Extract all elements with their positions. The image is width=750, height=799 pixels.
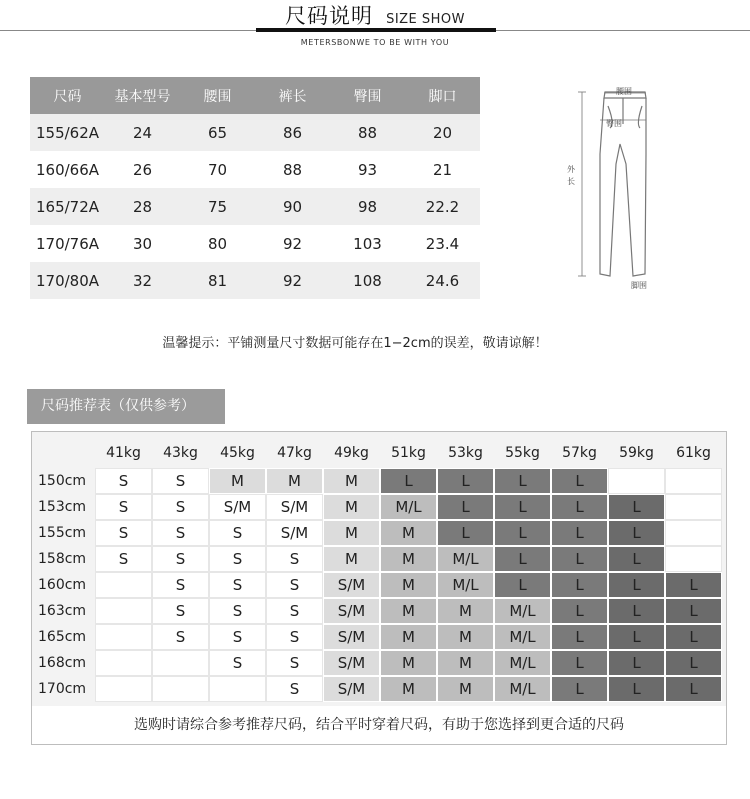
col-waist: 腰围 [180, 77, 255, 114]
size-cell: 170/80A [30, 262, 105, 299]
col-hip: 臀围 [330, 77, 405, 114]
height-label: 155cm [33, 520, 95, 546]
size-recommend-cell: S [209, 520, 266, 546]
weight-header-row [33, 437, 722, 468]
size-recommend-cell: S [152, 572, 209, 598]
size-cell: 92 [255, 262, 330, 299]
size-recommend-cell [95, 624, 152, 650]
size-recommend-cell: M/L [494, 598, 551, 624]
size-recommend-cell: S [266, 572, 323, 598]
size-cell: 108 [330, 262, 405, 299]
size-recommend-cell: L [665, 676, 722, 702]
size-cell: 170/76A [36, 234, 100, 253]
size-recommend-cell: S/M [266, 494, 323, 520]
size-recommend-cell [665, 494, 722, 520]
size-recommend-cell: S/M [323, 624, 380, 650]
size-recommend-cell: L [551, 624, 608, 650]
size-recommend-cell: M [437, 676, 494, 702]
size-recommend-cell: S/M [209, 494, 266, 520]
size-recommend-cell: M [323, 494, 380, 520]
size-recommend-cell: M [323, 546, 380, 572]
size-recommend-cell: M/L [494, 676, 551, 702]
size-recommend-cell: S/M [323, 650, 380, 676]
size-cell: 23.4 [425, 234, 460, 253]
height-label: 150cm [33, 468, 95, 494]
title-cn: 尺码说明 [284, 4, 373, 28]
weight-header: 45kg [220, 444, 255, 461]
size-recommend-cell: S [209, 546, 266, 572]
size-recommend-cell: S [95, 520, 152, 546]
size-cell: 28 [105, 188, 180, 225]
height-label: 160cm [33, 572, 95, 598]
size-cell: 98 [330, 188, 405, 225]
size-recommend-cell: S [152, 546, 209, 572]
size-cell: 30 [132, 234, 153, 253]
size-recommend-cell: M [380, 624, 437, 650]
size-recommend-cell [95, 572, 152, 598]
size-recommend-cell: L [494, 468, 551, 494]
page-header [0, 0, 750, 30]
size-recommend-cell: L [608, 676, 665, 702]
waist-label: 腰围 [616, 87, 632, 96]
weight-header: 47kg [277, 444, 312, 461]
size-recommend-cell: S [266, 624, 323, 650]
height-label: 165cm [33, 624, 95, 650]
size-recommend-cell: S/M [323, 676, 380, 702]
size-row [30, 114, 480, 151]
recommend-table [33, 437, 722, 702]
size-recommend-cell: L [665, 624, 722, 650]
size-row [30, 262, 480, 299]
size-recommend-cell: S/M [323, 598, 380, 624]
size-recommend-cell: L [437, 520, 494, 546]
recommend-row [33, 624, 722, 650]
corner-cell [33, 437, 95, 468]
size-recommend-cell: L [608, 520, 665, 546]
size-recommend-cell: L [608, 624, 665, 650]
size-recommend-cell: L [608, 572, 665, 598]
size-cell: 86 [255, 114, 330, 151]
size-recommend-cell [152, 650, 209, 676]
size-row [30, 188, 480, 225]
size-recommend-cell: L [551, 650, 608, 676]
weight-header: 49kg [334, 444, 369, 461]
size-recommend-cell: S [266, 650, 323, 676]
size-recommend-cell: S [209, 598, 266, 624]
size-recommend-cell: M [437, 598, 494, 624]
size-recommend-cell: L [437, 468, 494, 494]
size-cell: 155/62A [30, 114, 105, 151]
weight-header: 57kg [562, 444, 597, 461]
size-recommend-cell: S [95, 468, 152, 494]
size-cell: 88 [282, 160, 303, 179]
size-recommend-cell: L [494, 546, 551, 572]
size-recommend-cell: S [152, 520, 209, 546]
size-recommend-cell: L [665, 598, 722, 624]
weight-header: 51kg [391, 444, 426, 461]
size-recommend-cell: L [437, 494, 494, 520]
size-recommend-cell: M [437, 650, 494, 676]
size-recommend-cell: L [608, 598, 665, 624]
size-recommend-cell: M [380, 520, 437, 546]
size-recommend-cell: L [608, 546, 665, 572]
size-recommend-cell: M [323, 468, 380, 494]
size-recommend-cell: S [95, 546, 152, 572]
size-cell: 160/66A [36, 160, 100, 179]
size-row [30, 151, 480, 188]
size-recommend-cell: M/L [494, 624, 551, 650]
size-recommend-cell: S [152, 494, 209, 520]
size-recommend-cell: L [551, 546, 608, 572]
recommend-row [33, 494, 722, 520]
size-recommend-cell: S/M [323, 572, 380, 598]
weight-header: 55kg [505, 444, 540, 461]
col-model: 基本型号 [105, 77, 180, 114]
recommend-row [33, 598, 722, 624]
size-recommend-cell: L [551, 520, 608, 546]
size-recommend-cell: L [551, 572, 608, 598]
measurement-tip: 温馨提示：平铺测量尺寸数据可能存在1−2cm的误差，敬请谅解！ [162, 336, 548, 351]
size-recommend-cell: M/L [437, 572, 494, 598]
size-recommend-cell: S [152, 468, 209, 494]
size-recommend-cell: L [494, 494, 551, 520]
recommend-label: 尺码推荐表（仅供参考） [27, 389, 225, 424]
size-recommend-cell [95, 598, 152, 624]
size-recommend-cell: L [494, 520, 551, 546]
size-cell: 70 [207, 160, 228, 179]
size-recommend-cell: M [380, 650, 437, 676]
recommend-row [33, 520, 722, 546]
size-recommend-cell: L [608, 494, 665, 520]
size-cell: 32 [105, 262, 180, 299]
size-recommend-cell: S [266, 676, 323, 702]
size-recommend-cell: M [266, 468, 323, 494]
size-recommend-cell: L [380, 468, 437, 494]
weight-header: 43kg [163, 444, 198, 461]
size-recommend-cell [608, 468, 665, 494]
weight-header: 41kg [106, 444, 141, 461]
recommend-footer: 选购时请综合参考推荐尺码，结合平时穿着尺码，有助于您选择到更合适的尺码 [32, 706, 726, 744]
size-recommend-cell: L [551, 468, 608, 494]
size-cell: 165/72A [30, 188, 105, 225]
size-recommend-cell: S [209, 650, 266, 676]
size-recommend-cell [665, 468, 722, 494]
title-en: SIZE SHOW [386, 12, 466, 27]
size-recommend-cell [665, 520, 722, 546]
brand-tagline: METERSBONWE TO BE WITH YOU [300, 38, 450, 47]
size-recommend-cell: M [380, 598, 437, 624]
size-recommend-cell: M [380, 572, 437, 598]
size-recommend-cell: L [551, 494, 608, 520]
size-recommend-cell: M [380, 546, 437, 572]
size-cell: 24.6 [405, 262, 480, 299]
size-recommend-cell: S [266, 598, 323, 624]
size-recommend-cell [95, 676, 152, 702]
size-cell: 80 [207, 234, 228, 253]
hip-label: 臀围 [606, 119, 622, 128]
size-recommend-cell: S [209, 624, 266, 650]
size-cell: 81 [180, 262, 255, 299]
size-cell: 103 [353, 234, 382, 253]
recommend-row [33, 546, 722, 572]
weight-header: 53kg [448, 444, 483, 461]
size-recommend-cell: S [209, 572, 266, 598]
size-recommend-cell [665, 546, 722, 572]
size-row [30, 225, 480, 262]
size-cell: 22.2 [405, 188, 480, 225]
recommend-row [33, 676, 722, 702]
size-recommend-cell: M [323, 520, 380, 546]
size-recommend-cell [209, 676, 266, 702]
size-cell: 21 [432, 160, 453, 179]
size-cell: 88 [330, 114, 405, 151]
size-recommend-cell: L [665, 572, 722, 598]
header-underline [256, 28, 496, 32]
size-recommend-cell: S [266, 546, 323, 572]
size-recommend-cell: S/M [266, 520, 323, 546]
size-cell: 65 [180, 114, 255, 151]
size-recommend-cell: L [608, 650, 665, 676]
size-recommend-cell: L [551, 676, 608, 702]
size-recommend-cell: L [665, 650, 722, 676]
recommend-row [33, 650, 722, 676]
size-recommend-cell: M [380, 676, 437, 702]
pants-diagram [560, 84, 680, 294]
hem-label: 脚围 [631, 281, 647, 290]
length-label-2: 长 [567, 177, 575, 186]
size-recommend-cell: S [152, 624, 209, 650]
size-table-header [30, 77, 480, 114]
weight-header: 59kg [619, 444, 654, 461]
col-hem: 脚口 [405, 77, 480, 114]
length-label-1: 外 [567, 165, 575, 174]
height-label: 158cm [33, 546, 95, 572]
size-cell: 90 [255, 188, 330, 225]
size-recommend-cell: M/L [494, 650, 551, 676]
height-label: 168cm [33, 650, 95, 676]
size-recommend-cell: L [551, 598, 608, 624]
recommend-row [33, 468, 722, 494]
size-cell: 20 [405, 114, 480, 151]
size-table [30, 77, 480, 299]
size-cell: 24 [105, 114, 180, 151]
size-cell: 26 [132, 160, 153, 179]
recommend-row [33, 572, 722, 598]
size-cell: 93 [357, 160, 378, 179]
height-label: 170cm [33, 676, 95, 702]
size-recommend-cell: S [95, 494, 152, 520]
size-cell: 75 [180, 188, 255, 225]
weight-header: 61kg [676, 444, 711, 461]
size-recommend-cell: S [152, 598, 209, 624]
size-recommend-cell: M [437, 624, 494, 650]
size-cell: 92 [282, 234, 303, 253]
size-recommend-cell [95, 650, 152, 676]
size-recommend-cell: M/L [437, 546, 494, 572]
size-recommend-cell: M [209, 468, 266, 494]
size-recommend-cell: L [494, 572, 551, 598]
height-label: 163cm [33, 598, 95, 624]
col-size: 尺码 [30, 77, 105, 114]
size-recommend-cell: M/L [380, 494, 437, 520]
height-label: 153cm [33, 494, 95, 520]
size-recommend-cell [152, 676, 209, 702]
col-length: 裤长 [255, 77, 330, 114]
